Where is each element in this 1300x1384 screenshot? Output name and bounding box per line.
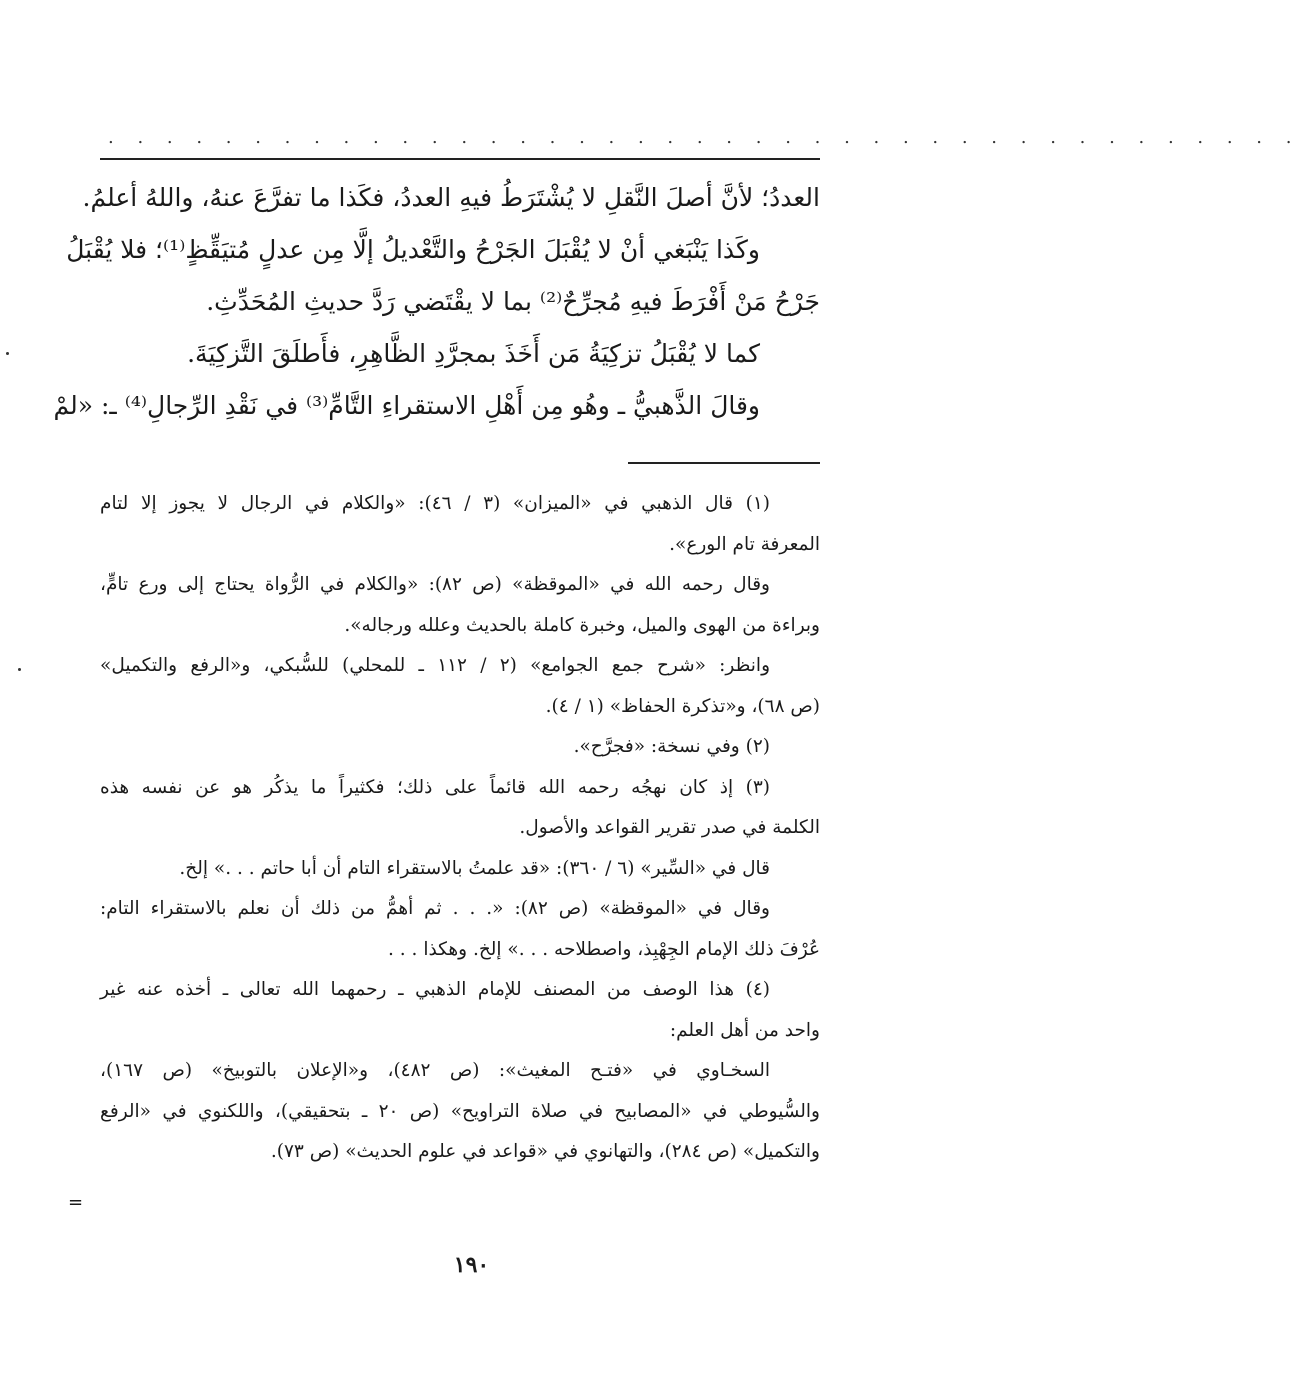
footnote-line: قال في «السِّير» (٦ / ٣٦٠): «قد علمتُ بالاستقراء التام أن أبا حاتم . . .» إلخ.	[179, 857, 770, 879]
header-rule	[100, 158, 820, 160]
footnote-line: (ص ٦٨)، و«تذكرة الحفاظ» (١ / ٤).	[545, 695, 820, 717]
header-dotted-line: . . . . . . . . . . . . . . . . . . . . . . . . . . . . . . . . . . . . . . . . .	[108, 127, 1300, 148]
footnote-line: (١) قال الذهبي في «الميزان» (٣ / ٤٦): «والكلام في الرجال لا يجوز إلا لتام	[100, 493, 770, 514]
footnote-line: وانظر: «شرح جمع الجوامع» (٢ / ١١٢ ـ للمحلي) للسُّبكي، و«الرفع والتكميل»	[100, 655, 771, 676]
scan-speck	[18, 668, 21, 671]
margin-mark: =	[68, 1192, 84, 1213]
footnote-line: السخـاوي في «فتـح المغيث»: (ص ٤٨٢)، و«الإعلان بالتوبيخ» (ص ١٦٧)،	[100, 1060, 770, 1081]
main-line: وقالَ الذَّهبيُّ ـ وهُو مِن أَهْلِ الاستقراءِ التَّامِّ⁽³⁾ في نَقْدِ الرِّجالِ⁽⁴⁾ ـ: «لمْ	[53, 391, 760, 420]
footnote-line: والتكميل» (ص ٢٨٤)، والتهانوي في «قواعد في علوم الحديث» (ص ٧٣).	[270, 1141, 820, 1162]
footnote-separator	[628, 462, 820, 464]
main-line: كما لا يُقْبَلُ تزكِيَةُ مَن أَخَذَ بمجرَّدِ الظَّاهِرِ، فأَطلَقَ التَّزكِيَةَ.	[187, 339, 760, 368]
footnote-line: المعرفة تام الورع».	[669, 533, 820, 555]
footnote-line: وبراءة من الهوى والميل، وخبرة كاملة بالحديث وعلله ورجاله».	[344, 614, 820, 636]
footnote-line: والسُّيوطي في «المصابيح في صلاة التراويح» (ص ٢٠ ـ بتحقيقي)، واللكنوي في «الرفع	[100, 1100, 820, 1122]
page-number: ١٩٠	[453, 1252, 490, 1278]
footnote-line: عُرْفَ ذلك الإمام الجِهْبِذ، واصطلاحه . . .» إلخ. وهكذا . . .	[388, 938, 820, 960]
scan-speck	[6, 352, 9, 355]
footnote-line: وقال رحمه الله في «الموقظة» (ص ٨٢): «والكلام في الرُّواة يحتاج إلى ورع تامٍّ،	[100, 574, 770, 595]
main-text	[53, 172, 820, 432]
footnote-line: (٤) هذا الوصف من المصنف للإمام الذهبي ـ رحمهما الله تعالى ـ أخذه عنه غير	[100, 979, 770, 1000]
main-line: العددُ؛ لأنَّ أصلَ النَّقلِ لا يُشْتَرَطُ فيهِ العددُ، فكَذا ما تفرَّعَ عنهُ، واللهُ أعلمُ.	[82, 183, 820, 212]
footnote-line: الكلمة في صدر تقرير القواعد والأصول.	[519, 817, 820, 838]
main-line: جَرْحُ مَنْ أَفْرَطَ فيهِ مُجرِّحٌ⁽²⁾ بما لا يقْتَضي رَدَّ حديثِ المُحَدِّثِ.	[206, 287, 820, 316]
footnote-line: وقال في «الموقظة» (ص ٨٢): «. . . ثم أهمُّ من ذلك أن نعلم بالاستقراء التام:	[100, 898, 770, 919]
footnote-line: واحد من أهل العلم:	[669, 1019, 820, 1041]
footnote-line: (٣) إذ كان نهجُه رحمه الله قائماً على ذلك؛ فكثيراً ما يذكُر هو عن نفسه هذه	[100, 776, 770, 798]
footnote-line: (٢) وفي نسخة: «فجرَّح».	[573, 736, 770, 757]
main-line: وكَذا يَنْبَغي أنْ لا يُقْبَلَ الجَرْحُ والتَّعْديلُ إلَّا مِن عدلٍ مُتيَقِّظٍ⁽¹⁾؛ فلا يُقْبَلُ	[66, 235, 760, 264]
footnotes	[100, 484, 820, 1173]
